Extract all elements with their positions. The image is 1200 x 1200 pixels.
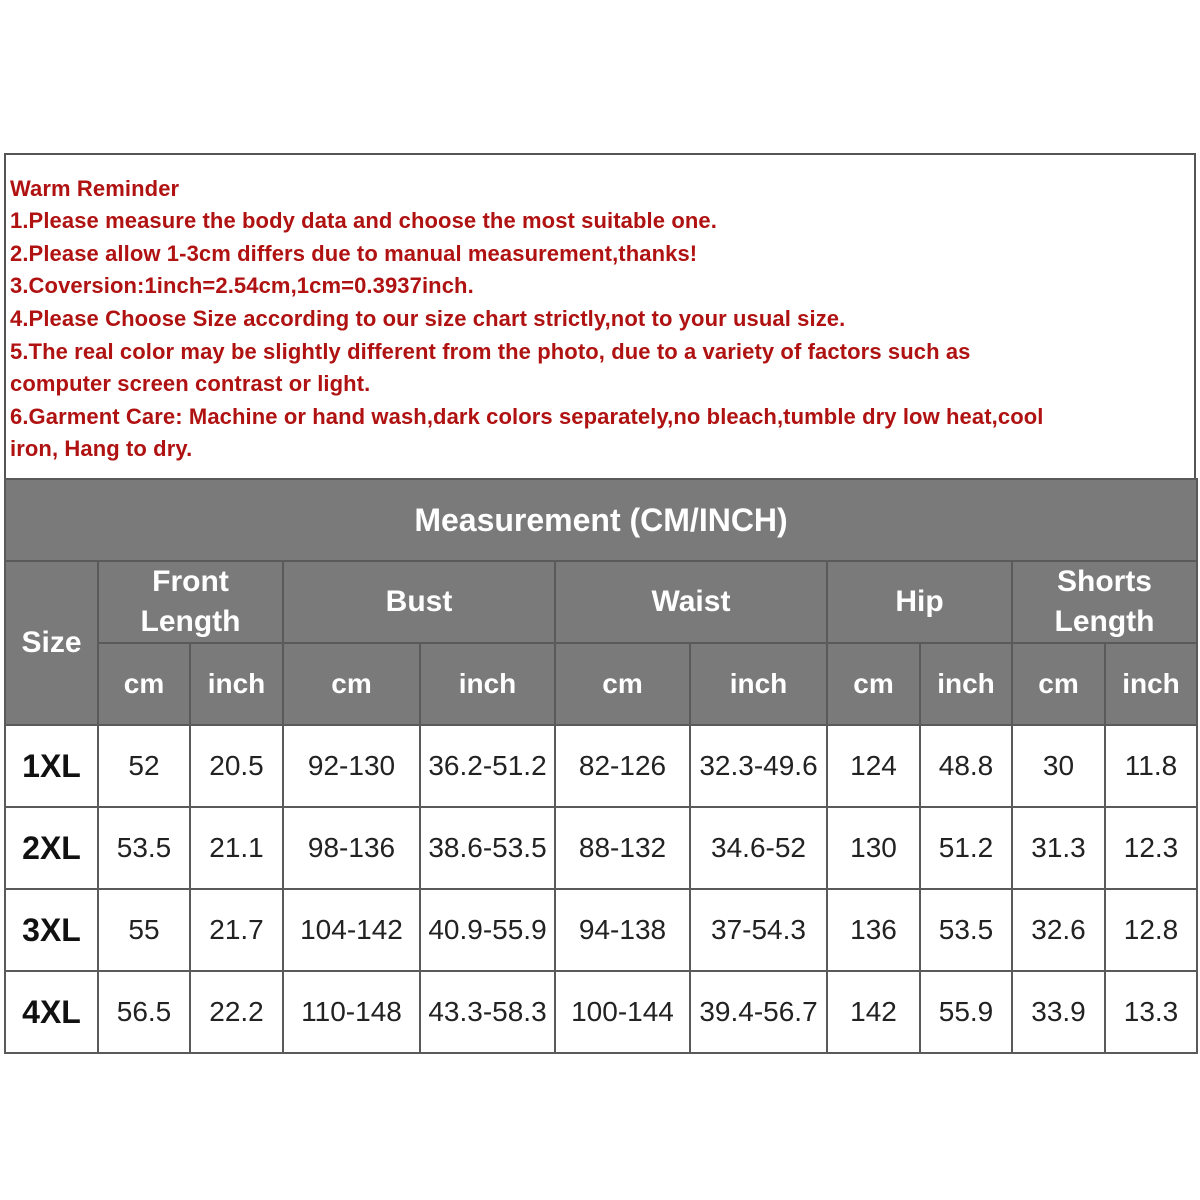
table-cell: 13.3: [1105, 971, 1197, 1053]
unit-header: cm: [827, 643, 920, 725]
reminder-title: Warm Reminder: [10, 176, 180, 201]
table-cell: 56.5: [98, 971, 190, 1053]
unit-header: inch: [190, 643, 283, 725]
group-header-line: Shorts: [1056, 565, 1152, 598]
table-cell: 94-138: [555, 889, 690, 971]
table-cell: 92-130: [283, 725, 420, 807]
table-cell: 51.2: [920, 807, 1012, 889]
table-cell: 136: [827, 889, 920, 971]
table-cell: 38.6-53.5: [420, 807, 555, 889]
table-cell: 55.9: [920, 971, 1012, 1053]
unit-header: inch: [1105, 643, 1197, 725]
table-cell: 34.6-52: [690, 807, 827, 889]
table-row: [5, 807, 1197, 889]
table-cell: 142: [827, 971, 920, 1053]
table-cell: 32.3-49.6: [690, 725, 827, 807]
unit-header: cm: [283, 643, 420, 725]
group-header-front-length: [98, 561, 283, 643]
size-cell: 1XL: [5, 725, 98, 807]
table-cell: 48.8: [920, 725, 1012, 807]
reminder-line: 3.Coversion:1inch=2.54cm,1cm=0.3937inch.: [10, 273, 474, 298]
reminder-line: 1.Please measure the body data and choose the most suitable one.: [10, 208, 717, 233]
unit-header: cm: [555, 643, 690, 725]
group-header-hip: Hip: [827, 561, 1012, 643]
table-cell: 110-148: [283, 971, 420, 1053]
table-cell: 21.1: [190, 807, 283, 889]
table-cell: 37-54.3: [690, 889, 827, 971]
table-cell: 12.3: [1105, 807, 1197, 889]
table-cell: 22.2: [190, 971, 283, 1053]
group-header-waist: Waist: [555, 561, 827, 643]
table-cell: 130: [827, 807, 920, 889]
table-cell: 21.7: [190, 889, 283, 971]
unit-header: cm: [98, 643, 190, 725]
table-cell: 53.5: [920, 889, 1012, 971]
table-cell: 55: [98, 889, 190, 971]
warm-reminder: [6, 156, 1194, 478]
table-cell: 98-136: [283, 807, 420, 889]
group-header-line: Length: [1054, 605, 1155, 638]
size-column-header: Size: [5, 561, 98, 725]
table-cell: 32.6: [1012, 889, 1105, 971]
table-cell: 82-126: [555, 725, 690, 807]
table-cell: 88-132: [555, 807, 690, 889]
reminder-line: 4.Please Choose Size according to our size chart strictly,not to your usual size.: [10, 306, 846, 331]
size-cell: 3XL: [5, 889, 98, 971]
table-cell: 11.8: [1105, 725, 1197, 807]
group-header-bust: Bust: [283, 561, 555, 643]
group-header-line: Front: [152, 565, 229, 598]
table-cell: 104-142: [283, 889, 420, 971]
table-cell: 43.3-58.3: [420, 971, 555, 1053]
table-cell: 31.3: [1012, 807, 1105, 889]
reminder-line: 5.The real color may be slightly different from the photo, due to a variety of factors such as: [10, 339, 971, 364]
reminder-line: iron, Hang to dry.: [10, 436, 193, 461]
size-table: [4, 478, 1198, 1054]
table-title: Measurement (CM/INCH): [5, 479, 1197, 561]
table-cell: 52: [98, 725, 190, 807]
unit-header: inch: [420, 643, 555, 725]
table-row: [5, 889, 1197, 971]
table-cell: 40.9-55.9: [420, 889, 555, 971]
table-row: [5, 971, 1197, 1053]
unit-header: inch: [920, 643, 1012, 725]
table-cell: 53.5: [98, 807, 190, 889]
group-header-shorts-length: [1012, 561, 1197, 643]
table-cell: 33.9: [1012, 971, 1105, 1053]
table-cell: 30: [1012, 725, 1105, 807]
table-cell: 124: [827, 725, 920, 807]
group-header-line: Length: [140, 605, 241, 638]
unit-header: cm: [1012, 643, 1105, 725]
size-cell: 2XL: [5, 807, 98, 889]
reminder-line: 6.Garment Care: Machine or hand wash,dark colors separately,no bleach,tumble dry low heat,cool: [10, 404, 1044, 429]
table-row: [5, 725, 1197, 807]
size-cell: 4XL: [5, 971, 98, 1053]
reminder-line: computer screen contrast or light.: [10, 371, 371, 396]
table-cell: 12.8: [1105, 889, 1197, 971]
table-cell: 36.2-51.2: [420, 725, 555, 807]
reminder-line: 2.Please allow 1-3cm differs due to manual measurement,thanks!: [10, 241, 698, 266]
unit-header: inch: [690, 643, 827, 725]
table-cell: 20.5: [190, 725, 283, 807]
table-cell: 100-144: [555, 971, 690, 1053]
table-cell: 39.4-56.7: [690, 971, 827, 1053]
